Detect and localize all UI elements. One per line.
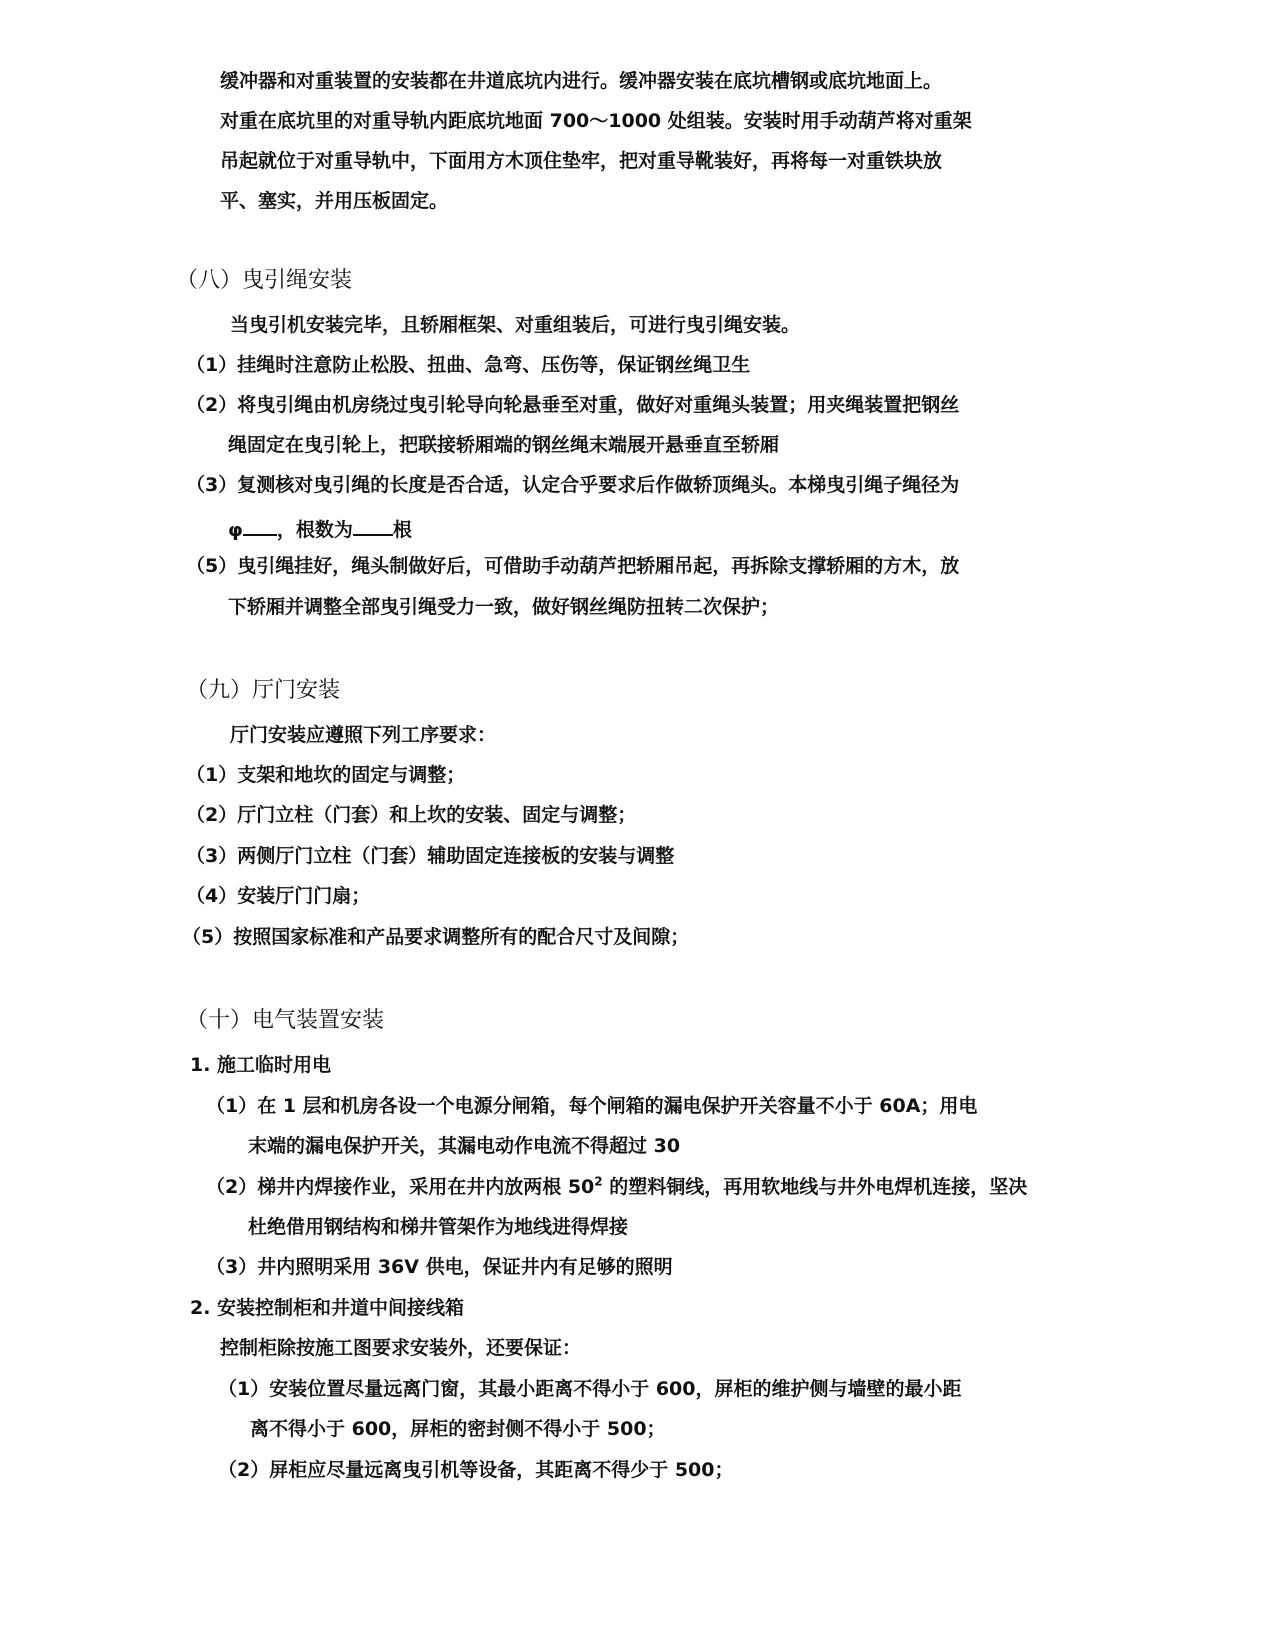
superscript: 2 — [594, 1174, 603, 1189]
subsection-2-intro: 控制柜除按施工图要求安装外，还要保证： — [220, 1337, 582, 1359]
subsection-1-item-1-line-1: （1）在 1 层和机房各设一个电源分闸箱，每个闸箱的漏电保护开关容量不小于 60A；用电 — [206, 1095, 978, 1117]
intro-line-4: 平、塞实，并用压板固定。 — [220, 190, 449, 212]
rope-count-blank — [353, 514, 393, 536]
section-10-heading: （十）电气装置安装 — [186, 1008, 385, 1033]
phi-symbol: φ — [228, 519, 243, 541]
rope-diameter-blank — [243, 514, 277, 536]
rope-count-unit: 根 — [392, 519, 412, 541]
section-8-item-2-line-2: 绳固定在曳引轮上，把联接轿厢端的钢丝绳末端展开悬垂直至轿厢 — [228, 434, 780, 456]
section-9-item: （5）按照国家标准和产品要求调整所有的配合尺寸及间隙； — [182, 926, 690, 948]
section-9-item: （4）安装厅门门扇； — [186, 885, 371, 907]
section-9-item: （1）支架和地坎的固定与调整； — [186, 764, 466, 786]
section-8-item-3-line-1: （3）复测核对曳引绳的长度是否合适，认定合乎要求后作做轿顶绳头。本梯曳引绳子绳径为 — [186, 474, 960, 496]
subsection-2-title: 2. 安装控制柜和井道中间接线箱 — [190, 1297, 465, 1319]
intro-line-2: 对重在底坑里的对重导轨内距底坑地面 700～1000 处组装。安装时用手动葫芦将对重架 — [220, 110, 972, 132]
subsection-1-item-3: （3）井内照明采用 36V 供电，保证井内有足够的照明 — [206, 1256, 673, 1278]
section-8-item-1: （1）挂绳时注意防止松股、扭曲、急弯、压伤等，保证钢丝绳卫生 — [186, 354, 751, 376]
section-8-item-3-line-2 — [228, 514, 412, 543]
rope-count-label: ，根数为 — [276, 519, 353, 541]
subsection-1-title: 1. 施工临时用电 — [190, 1054, 332, 1076]
intro-line-3: 吊起就位于对重导轨中，下面用方木顶住垫牢，把对重导靴装好，再将每一对重铁块放 — [220, 150, 943, 172]
section-8-intro: 当曳引机安装完毕，且轿厢框架、对重组装后，可进行曳引绳安装。 — [230, 314, 801, 336]
section-9-item: （2）厅门立柱（门套）和上坎的安装、固定与调整； — [186, 804, 637, 826]
intro-line-1: 缓冲器和对重装置的安装都在井道底坑内进行。缓冲器安装在底坑槽钢或底坑地面上。 — [220, 70, 943, 92]
section-8-item-5-line-2: 下轿厢并调整全部曳引绳受力一致，做好钢丝绳防扭转二次保护； — [228, 596, 780, 618]
subsection-1-item-1-line-2: 末端的漏电保护开关，其漏电动作电流不得超过 30 — [248, 1135, 681, 1157]
section-9-item: （3）两侧厅门立柱（门套）辅助固定连接板的安装与调整 — [186, 845, 675, 867]
section-8-heading: （八）曳引绳安装 — [176, 268, 353, 293]
subsection-2-item-1-line-1: （1）安装位置尽量远离门窗，其最小距离不得小于 600，屏柜的维护侧与墙壁的最小距 — [218, 1378, 962, 1400]
section-9-intro: 厅门安装应遵照下列工序要求： — [230, 724, 497, 746]
subsection-2-item-2: （2）屏柜应尽量远离曳引机等设备，其距离不得少于 500； — [218, 1459, 734, 1481]
subsection-2-item-1-line-2: 离不得小于 600，屏柜的密封侧不得小于 500； — [250, 1418, 666, 1440]
item-2-text-b: 的塑料铜线，再用软地线与井外电焊机连接，坚决 — [602, 1176, 1028, 1198]
item-2-text-a: （2）梯井内焊接作业，采用在井内放两根 50 — [206, 1176, 595, 1198]
subsection-1-item-2-line-2: 杜绝借用钢结构和梯井管架作为地线进得焊接 — [248, 1216, 629, 1238]
section-9-heading: （九）厅门安装 — [186, 678, 341, 703]
section-8-item-5-line-1: （5）曳引绳挂好，绳头制做好后，可借助手动葫芦把轿厢吊起，再拆除支撑轿厢的方木，放 — [186, 555, 960, 577]
section-8-item-2-line-1: （2）将曳引绳由机房绕过曳引轮导向轮悬垂至对重，做好对重绳头装置；用夹绳装置把钢丝 — [186, 394, 960, 416]
subsection-1-item-2-line-1 — [206, 1174, 1027, 1200]
